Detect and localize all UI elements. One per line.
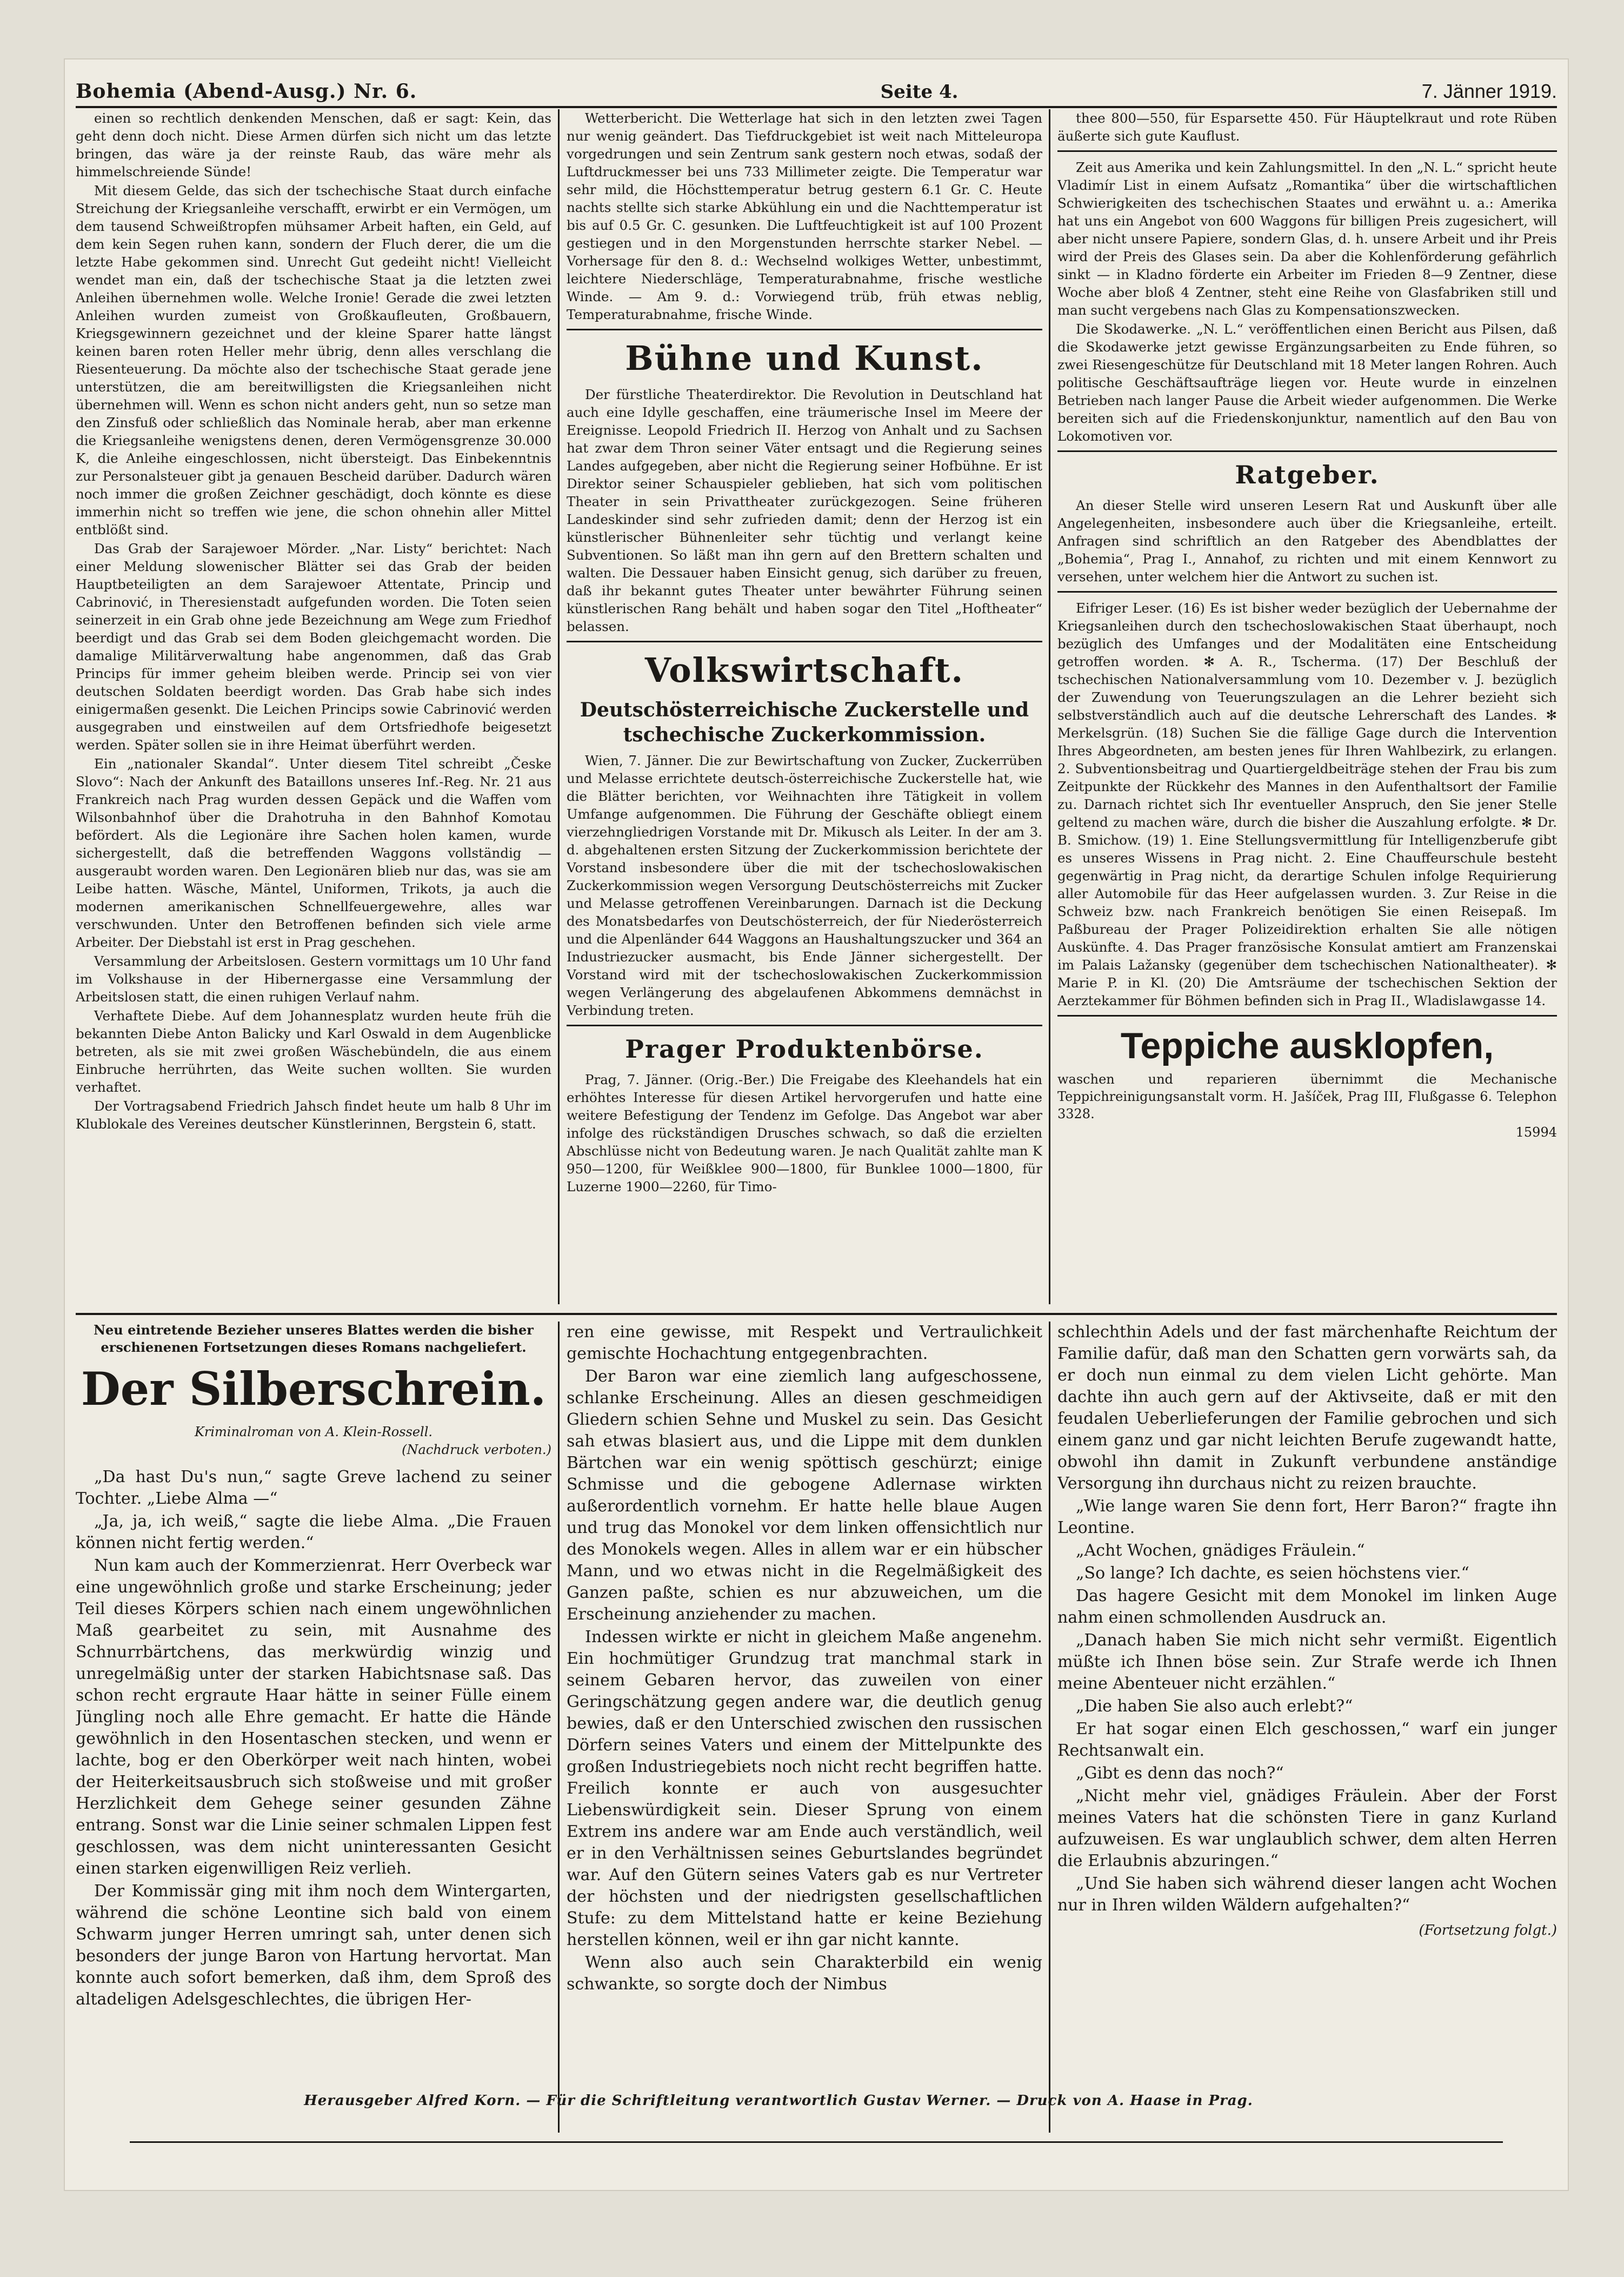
weather-report: Wetterbericht. Die Wetterlage hat sich in den letzten zwei Tagen nur wenig geändert. Das Tiefdruckgebiet ist weit nach Mitteleuropa vorgedrungen und sein Zentrum sank gestern noch etwas, sodaß der Luftdruckmesser bei uns 733 Millimeter zeigte. Die Temperatur war sehr mild, die Höchsttemperatur betrug gestern 6.1 Gr. C. Heute nachts stellte sich starke Abkühlung ein und die Nachttemperatur ist bis auf 0.5 Gr. C. gesunken. Die Luftfeuchtigkeit ist auf 100 Prozent gestiegen und in den Morgenstunden herrschte starker Nebel. — Vorhersage für den 8. d.: Wechselnd wolkiges Wetter, unbestimmt, leichtere Niederschläge, Temperaturabnahme, frische westliche Winde. — Am 9. d.: Vorwiegend trüb, früh etwas neblig, Temperaturabnahme, frische Winde. bbox=[567, 110, 1042, 322]
serial-copyright-note: (Nachdruck verboten.) bbox=[402, 1442, 551, 1457]
section-divider bbox=[1057, 1015, 1557, 1017]
section-title-prager: Prager Produktenbörse. bbox=[625, 1034, 984, 1064]
article-paragraph: Ein „nationaler Skandal“. Unter diesem Titel schreibt „Česke Slovo“: Nach der Ankunft des Bataillons unseres Inf.-Reg. Nr. 21 aus Frankreich nach Prag wurden dessen Gepäck und die Waffen vom Wilsonbahnhof über die Drahotruha in den Bahnhof Komotau befördert. Als die Legionäre ihre Sachen holen kamen, wurde sichergestellt, daß die betreffenden Waggons vollständig — ausgeraubt worden waren. Den Legionären blieb nur das, was sie am Leibe hatten. Wäsche, Mäntel, Uniformen, Trikots, ja auch die modernen amerikanischen Schnellfeuergewehre, alles war verschwunden. Unter den Betroffenen befinden sich viele arme Arbeiter. Der Diebstahl ist erst in Prag geschehen. bbox=[76, 756, 551, 950]
imprint-footer: Herausgeber Alfred Korn. — Für die Schriftleitung verantwortlich Gustav Werner. — Druck von A. Haase in Prag. bbox=[304, 2093, 1253, 2109]
serial-paragraph: „Gibt es denn das noch?“ bbox=[1076, 1764, 1284, 1783]
serial-paragraph: „Da hast Du's nun,“ sagte Greve lachend zu seiner Tochter. „Liebe Alma —“ bbox=[76, 1468, 551, 1508]
column-divider bbox=[558, 1322, 560, 2133]
section-divider bbox=[1057, 150, 1557, 152]
newspaper-page bbox=[65, 59, 1568, 2190]
article-title-zucker: Deutschösterreichische Zuckerstelle und tschechische Zuckerkommission. bbox=[580, 699, 1029, 746]
serial-continuation: (Fortsetzung folgt.) bbox=[1419, 1922, 1557, 1939]
column-culture-economy bbox=[567, 109, 1042, 1304]
serial-author: Kriminalroman von A. Klein-Rossell. bbox=[194, 1424, 433, 1439]
section-divider bbox=[567, 329, 1042, 330]
section-title-volkswirtschaft: Volkswirtschaft. bbox=[644, 650, 964, 690]
section-title-buehne: Bühne und Kunst. bbox=[625, 338, 984, 378]
article-paragraph: Mit diesem Gelde, das sich der tschechische Staat durch einfache Streichung der Kriegsanleihe verschafft, erwirbt er ein Vermögen, um dem tausend Schweißtropfen mühsamer Arbeit haften, ein Geld, auf dem kein Segen ruhen kann, sondern der Fluch derer, die um die letzte Habe gekommen sind. Unrecht Gut gedeiht nicht! Vielleicht wendet man ein, daß der tschechische Staat ja die letzten zwei Anleihen übernehmen wolle. Welche Ironie! Gerade die zwei letzten Anleihen wurden zumeist von Großkaufleuten, Großbauern, Kriegsgewinnern gezeichnet und der kleine Sparer hatte längst keinen baren roten Heller mehr übrig, denn alles verschlang die Riesenteuerung. Da möchte also der tschechische Staat gerade jene unterstützen, die am bereitwilligsten die Kriegsanleihen nicht übernehmen will. Wenn es schon nicht anders geht, nun so setze man den Zinsfuß oder schließlich das Nominale herab, aber man erkenne die Kriegsanleihe wenigstens denen, deren Vermögensgrenze 30.000 K, die Anleihe eingeschlossen, nicht übersteigt. Das Einbekenntnis zur Personalsteuer gibt ja genauen Bescheid darüber. Dadurch wären noch immer die großen Zeichner geschädigt, doch könnte es diese immerhin nicht so treffen wie jene, die schon ohnehin aller Mittel entblößt sind. bbox=[76, 183, 551, 537]
serial-paragraph: „So lange? Ich dachte, es seien höchstens vier.“ bbox=[1076, 1564, 1469, 1583]
article-paragraph: Versammlung der Arbeitslosen. Gestern vormittags um 10 Uhr fand im Volkshause in der Hibernergasse eine Versammlung der Arbeitslosen statt, die einen ruhigen Verlauf nahm. bbox=[76, 953, 551, 1005]
column-divider bbox=[1049, 1322, 1050, 2133]
serial-paragraph: „Die haben Sie also auch erlebt?“ bbox=[1076, 1697, 1353, 1716]
page-number: Seite 4. bbox=[880, 81, 959, 103]
article-prager: Prag, 7. Jänner. (Orig.-Ber.) Die Freigabe des Kleehandels hat ein erhöhtes Interesse für diesen Artikel hervorgerufen und hatte eine weitere Befestigung der Tendenz im Gefolge. Das Angebot war aber infolge des rückständigen Drusches schwach, so daß die erzielten Abschlüsse nicht von Bedeutung waren. Je nach Qualität zahlte man K 950—1200, für Weißklee 900—1800, für Bunklee 1000—1800, für Luzerne 1900—2260, für Timo- bbox=[567, 1072, 1042, 1194]
column-divider bbox=[1049, 109, 1050, 1304]
column-local-news bbox=[76, 109, 551, 1304]
market-text: thee 800—550, für Esparsette 450. Für Häuptelkraut und rote Rüben äußerte sich gute Kauflust. bbox=[1057, 110, 1557, 144]
article-zucker: Wien, 7. Jänner. Die zur Bewirtschaftung von Zucker, Zuckerrüben und Melasse errichtete deutsch-österreichische Zuckerstelle hat, wie die Blätter berichten, vor Weihnachten ihre Tätigkeit in vollem Umfange aufgenommen. Die Führung der Geschäfte obliegt einem vierzehngliedrigen Vorstande mit Dr. Mikusch als Leiter. In der am 3. d. abgehaltenen ersten Sitzung der Zuckerkommission berichtete der Vorstand insbesondere über die mit der tschechoslowakischen Zuckerkommission wegen Versorgung Deutschösterreichs mit Zucker und Melasse getroffenen Vereinbarungen. Darnach ist die Deckung des Monatsbedarfes von Deutschösterreich, der für Niederösterreich und die Alpenländer 644 Waggons an Haushaltungszucker und 364 an Industriezucker ausmacht, bis Ende Jänner sichergestellt. Der Vorstand wird mit der tschechoslowakischen Zuckerkommission wegen Verlängerung des abgelaufenen Abkommens demnächst in Verbindung treten. bbox=[567, 753, 1042, 1018]
serial-intro: Neu eintretende Bezieher unseres Blattes werden die bisher erschienenen Fortsetzungen dieses Romans nachgeliefert. bbox=[94, 1322, 534, 1355]
serial-paragraph: schlechthin Adels und der fast märchenhafte Reichtum der Familie dafür, daß man den Schatten gern vorwärts sah, da er doch nun einmal zu dem vielen Licht gehörte. Man dachte ihn auch gern auf der Aktivseite, daß er mit den feudalen Ueberlieferungen der Familie gebrochen und sich einem ganz und gar nicht leichten Berufe zugewandt hatte, obwohl ihn damit in Zukunft verbundene anständige Versorgung ihn durchaus nicht zu reizen brauchte. bbox=[1057, 1323, 1557, 1493]
section-divider bbox=[1057, 591, 1557, 593]
serial-column-2 bbox=[567, 1322, 1042, 2133]
serial-paragraph: Er hat sogar einen Elch geschossen,“ warf ein junger Rechtsanwalt ein. bbox=[1057, 1720, 1557, 1760]
serial-paragraph: „Nicht mehr viel, gnädiges Fräulein. Aber der Forst meines Vaters hat die schönsten Tiere in ganz Kurland aufzuweisen. Es war unglaublich schwer, dem alten Herren die Erlaubnis abzuringen.“ bbox=[1057, 1787, 1557, 1870]
article-skoda: Die Skodawerke. „N. L.“ veröffentlichen einen Bericht aus Pilsen, daß die Skodawerke jetzt gewisse Ergänzungsarbeiten zu Ende führen, so zwei Riesengeschütze für Deutschland mit 18 Meter langen Rohren. Auch politische Geschäftsaufträge liegen vor. Heute wurde in einzelnen Betrieben nach langer Pause die Arbeit wieder aufgenommen. Die Werke bereiten sich auf die Friedenskonjunktur, namentlich auf den Bau von Lokomotiven vor. bbox=[1057, 321, 1557, 444]
feuilleton-divider bbox=[76, 1313, 1557, 1315]
article-paragraph: Das Grab der Sarajewoer Mörder. „Nar. Listy“ berichtet: Nach einer Meldung slowenischer Blätter sei das Grab der beiden Hauptbeteiligten an dem Sarajewoer Attentate, Princip und Cabrinović, in Theresienstadt aufgefunden worden. Die Toten seien seinerzeit in ein Grab ohne jede Bezeichnung am Wege zum Friedhof beerdigt und das Grab sei dem Boden gleichgemacht worden. Die damalige Militärverwaltung habe angenommen, daß das Grab Princips für immer geheim bleiben werde. Princip sei von vier deutschen Soldaten beerdigt worden. Das Grab habe sich indes einigermaßen gesenkt. Die Leichen Princips sowie Cabrinović werden ausgegraben und einstweilen auf dem Ortsfriedhofe beigesetzt werden. Später sollen sie in ihre Heimat überführt werden. bbox=[76, 541, 551, 753]
section-title-ratgeber: Ratgeber. bbox=[1235, 460, 1380, 489]
serial-column-1 bbox=[76, 1322, 551, 2133]
article-paragraph: Verhaftete Diebe. Auf dem Johannesplatz wurden heute früh die bekannten Diebe Anton Balicky und Karl Oswald in dem Augenblicke betreten, als sie mit zwei großen Wäschebündeln, die aus einem Einbruche herrührten, das Weite suchen wollten. Sie wurden verhaftet. bbox=[76, 1008, 551, 1095]
serial-paragraph: Der Baron war eine ziemlich lang aufgeschossene, schlanke Erscheinung. Alles an diesen geschmeidigen Gliedern schien Sehne und Muskel zu sein. Das Gesicht sah etwas blasiert aus, und die Lippe mit dem dunklen Bärtchen war ein wenig spöttisch geschürzt; einige Schmisse und die gebogene Adlernase wirkten außerordentlich vornehm. Er hatte helle blaue Augen und trug das Monokel vor dem linken offensichtlich nur des Monokels wegen. Alles in allem war er ein hübscher Mann, und wo etwas nicht in die Regelmäßigkeit des Ganzen paßte, schien es nur abzuweichen, um die Erscheinung anziehender zu machen. bbox=[567, 1367, 1042, 1624]
serial-title: Der Silberschrein. bbox=[81, 1362, 547, 1416]
advertisement-number: 15994 bbox=[1515, 1125, 1557, 1140]
serial-paragraph: „Ja, ja, ich weiß,“ sagte die liebe Alma. „Die Frauen können nicht fertig werden.“ bbox=[76, 1512, 551, 1552]
advertisement-text: waschen und reparieren übernimmt die Mechanische Teppichreinigungsanstalt vorm. H. Jašíček, Prag III, Flußgasse 6. Telephon 3328. bbox=[1057, 1072, 1557, 1121]
serial-paragraph: „Und Sie haben sich während dieser langen acht Wochen nur in Ihren wilden Wäldern aufgehalten?“ bbox=[1057, 1874, 1557, 1915]
section-divider bbox=[567, 1025, 1042, 1026]
serial-paragraph: „Acht Wochen, gnädiges Fräulein.“ bbox=[1076, 1541, 1365, 1560]
serial-paragraph: „Wie lange waren Sie denn fort, Herr Baron?“ fragte ihn Leontine. bbox=[1057, 1497, 1557, 1537]
section-divider bbox=[1057, 450, 1557, 452]
footer-divider bbox=[130, 2141, 1503, 2143]
serial-paragraph: Der Kommissär ging mit ihm noch dem Wintergarten, während die schöne Leontine sich bald von einem Schwarm junger Herren umringt sah, unter denen sich besonders der junge Baron von Hartung hervortat. Man konnte auch sofort bemerken, daß ihm, dem Sproß des altadeligen Adelsgeschlechtes, die übrigen Her- bbox=[76, 1882, 551, 2009]
serial-paragraph: Das hagere Gesicht mit dem Monokel im linken Auge nahm einen schmollenden Ausdruck an. bbox=[1057, 1586, 1557, 1627]
serial-column-3 bbox=[1057, 1322, 1557, 2133]
article-paragraph: einen so rechtlich denkenden Menschen, daß er sagt: Kein, das geht denn doch nicht. Diese Armen dürfen sich nicht um das letzte bringen, das wäre ja der reinste Raub, das wäre mehr als himmelschreiende Sünde! bbox=[76, 110, 551, 180]
serial-paragraph: Wenn also auch sein Charakterbild ein wenig schwankte, so sorgte doch der Nimbus bbox=[567, 1953, 1042, 1994]
advertisement-title: Teppiche ausklopfen, bbox=[1120, 1025, 1494, 1066]
issue-date: 7. Jänner 1919. bbox=[1421, 80, 1557, 102]
masthead: Bohemia (Abend-Ausg.) Nr. 6. bbox=[76, 80, 417, 103]
serial-paragraph: Nun kam auch der Kommerzienrat. Herr Overbeck war eine ungewöhnlich große und starke Erscheinung; jeder Teil dieses Körpers schien nach einem ungewöhnlichen Maß gearbeitet zu sein, mit Ausnahme des Schnurrbärtchens, das merkwürdig winzig und unregelmäßig unter der starken Habichtsnase saß. Das schon recht ergraute Haar hätte in seiner Fülle einem Jüngling noch alle Ehre gemacht. Er hatte die Hände gewöhnlich in den Hosentaschen stecken, und wenn er lachte, bog er den Oberkörper weit nach hinten, wobei der Heiterkeitsausbruch sich stoßweise und mit großer Herzlichkeit dem Gehege seiner gesunden Zähne entrang. Sonst war die Linie seiner schmalen Lippen fest geschlossen, was dem nicht uninteressanten Gesicht einen starken eigenwilligen Reiz verlieh. bbox=[76, 1556, 551, 1878]
article-paragraph: Der Vortragsabend Friedrich Jahsch findet heute um halb 8 Uhr im Klublokale des Vereines deutscher Künstlerinnen, Bergstein 6, statt. bbox=[76, 1098, 551, 1132]
ratgeber-intro: An dieser Stelle wird unseren Lesern Rat und Auskunft über alle Angelegenheiten, insbesondere auch über die Kriegsanleihe, erteilt. Anfragen sind schriftlich an den Ratgeber des Abendblattes der „Bohemia“, Prag I., Annahof, zu richten und mit einem Kennwort zu versehen, unter welchem hier die Antwort zu suchen ist. bbox=[1057, 497, 1557, 585]
article-buehne: Der fürstliche Theaterdirektor. Die Revolution in Deutschland hat auch eine Idylle geschaffen, eine träumerische Insel im Meere der Ereignisse. Leopold Friedrich II. Herzog von Anhalt und zu Sachsen hat zwar dem Thron seiner Väter entsagt und die Regierung seines Landes aufgegeben, aber nicht die Regierung seiner Hofbühne. Er ist Direktor seiner Schauspieler geblieben, hat sich vom politischen Theater in sein Privattheater zurückgezogen. Seine früheren Landeskinder sind sehr zufrieden damit; denn der Herzog ist ein künstlerischer Bühnenleiter sehr tüchtig und verlangt keine Subventionen. So läßt man ihn gern auf den Brettern schalten und walten. Die Dessauer haben Einsicht genug, sich darüber zu freuen, daß ihr bekannt gutes Theater unter bewährter Führung seinen künstlerischen Rang behält und haben sogar den Titel „Hoftheater“ belassen. bbox=[567, 387, 1042, 634]
page-header bbox=[76, 70, 1557, 108]
column-advice-ads bbox=[1057, 109, 1557, 1304]
serial-paragraph: ren eine gewisse, mit Respekt und Vertraulichkeit gemischte Hochachtung entgegenbrachten. bbox=[567, 1323, 1042, 1363]
column-divider bbox=[558, 109, 560, 1304]
serial-paragraph: Indessen wirkte er nicht in gleichem Maße angenehm. Ein hochmütiger Grundzug trat manchmal stark in seinem Gebaren hervor, das zuweilen von einer Geringschätzung gegen andere war, die deutlich genug bewies, daß er den Unterschied zwischen den russischen Dörfern seines Vaters und einem der Mittelpunkte des großen Industriegebiets noch nicht recht begriffen hatte. Freilich konnte er auch von ausgesuchter Liebenswürdigkeit sein. Dieser Sprung von einem Extrem ins andere war am Ende auch verständlich, weil er in den Verhältnissen seines Geburtslandes begründet war. Auf den Gütern seines Vaters gab es nur Vertreter der höchsten und der niedrigsten gesellschaftlichen Stufe: zu dem Mittelstand hatte er keine Beziehung herstellen können, weil er ihn gar nicht kannte. bbox=[567, 1628, 1042, 1949]
article-amerika: Zeit aus Amerika und kein Zahlungsmittel. In den „N. L.“ spricht heute Vladimír List in einem Aufsatz „Romantika“ über die wirtschaftlichen Schwierigkeiten des tschechischen Staates und erwähnt u. a.: Amerika hat uns ein Angebot von 600 Waggons für billigen Preis zugesichert, will aber nicht unsere Papiere, sondern Glas, d. h. unsere Arbeit und ihr Preis wird der Preis des Glases sein. Da aber die Kohlenförderung gefährlich sinkt — in Kladno förderte ein Arbeiter im Frieden 8—9 Zentner, diese Woche aber bloß 4 Zentner, steht eine Reihe von Glasfabriken still und man sucht vergebens nach Glas zu Kompensationszwecken. bbox=[1057, 160, 1557, 318]
section-divider bbox=[567, 641, 1042, 642]
ratgeber-answers: Eifriger Leser. (16) Es ist bisher weder bezüglich der Uebernahme der Kriegsanleihen durch den tschechoslowakischen Staat überhaupt, noch bezüglich des Umfanges und der Modalitäten eine Entscheidung getroffen worden. ✻ A. R., Tscherma. (17) Der Beschluß der tschechischen Nationalversammlung vom 10. Dezember v. J. bezüglich der Zuwendung von Teuerungszulagen an die Lehrer bezieht sich selbstverständlich auch auf die deutsche Lehrerschaft des Landes. ✻ Merkelsgrün. (18) Suchen Sie die fällige Gage durch die Intervention Ihres Abgeordneten, am besten jenes für Ihren Wahlbezirk, zu erlangen. 2. Subventionsbeitrag und Quartiergeldbeiträge stehen der Frau bis zum Zeitpunkte der Rückkehr des Mannes in den Aufenthaltsort der Familie zu. Darnach richtet sich Ihr eventueller Anspruch, den Sie jener Stelle geltend zu machen wäre, durch die bisher die Auszahlung erfolgte. ✻ Dr. B. Smichow. (19) 1. Eine Stellungsvermittlung für Intelligenzberufe gibt es unseres Wissens in Prag nicht. 2. Eine Chauffeurschule besteht gegenwärtig in Prag nicht, da derartige Schulen infolge Requirierung aller Automobile für das Heer aufgelassen wurden. 3. Zur Reise in die Schweiz bzw. nach Frankreich benötigen Sie einen Reisepaß. Im Paßbureau der Prager Polizeidirektion erhalten Sie alle nötigen Auskünfte. 4. Das Prager französische Konsulat amtiert am Franzenskai im Palais Lažansky (gegenüber dem tschechischen Nationaltheater). ✻ Marie P. in Kl. (20) Die Amtsräume der tschechischen Sektion der Aerztekammer für Böhmen befinden sich in Prag II., Wladislawgasse 14. bbox=[1057, 600, 1557, 1008]
serial-paragraph: „Danach haben Sie mich nicht sehr vermißt. Eigentlich müßte ich Ihnen böse sein. Zur Strafe werde ich Ihnen meine Abenteuer nicht erzählen.“ bbox=[1057, 1631, 1557, 1693]
